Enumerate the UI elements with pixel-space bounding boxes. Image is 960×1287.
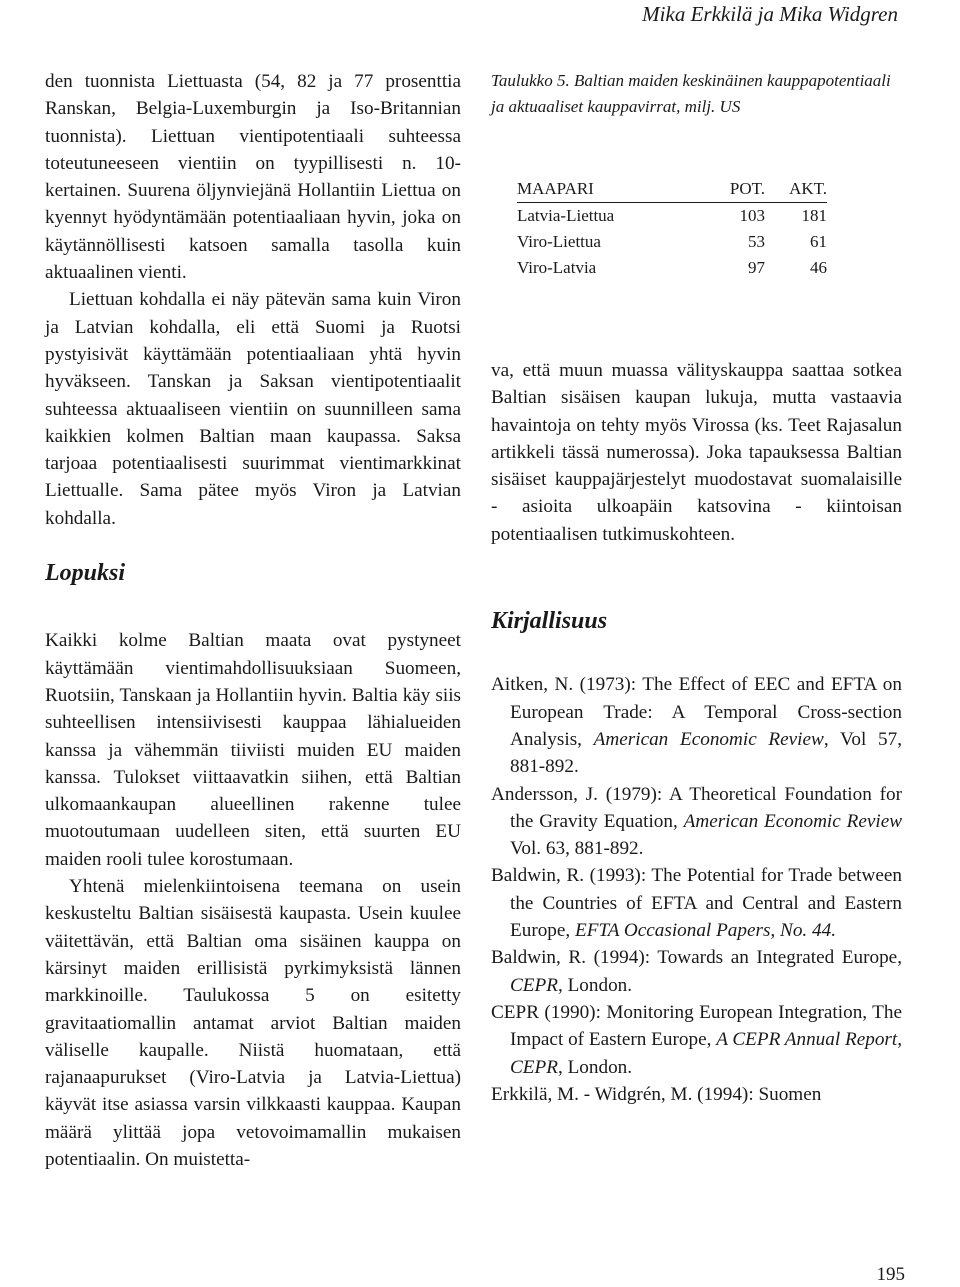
reference-item (491, 671, 902, 780)
reference-item (491, 944, 902, 999)
reference-journal: American Economic Review (593, 728, 824, 750)
left-column (45, 68, 461, 1173)
reference-text: CEPR (1990): Monitoring European Integration, The Impact of Eastern Europe, (491, 1001, 902, 1051)
running-header: Mika Erkkilä ja Mika Widgren (642, 2, 898, 26)
column-header: POT. (697, 176, 765, 203)
table-row (517, 255, 827, 281)
table-row (517, 229, 827, 255)
body-paragraph: va, että muun muassa välityskauppa saattaa sotkea Baltian sisäisen kaupan lukuja, mutta vastaavia havaintoja on tehty myös Virossa (ks. Teet Rajasalun artikkeli tässä numerossa). Joka tapauksessa Baltian sisäiset kauppajärjestelyt muodostavat suomalaisille - asioita ulkoapäin katsovina - kiintoisan potentiaalisen tutkimuskohteen. (491, 360, 902, 545)
reference-journal: CEPR (510, 974, 558, 996)
table-row (517, 203, 827, 230)
section-title-lopuksi: Lopuksi (45, 560, 126, 587)
body-paragraph: Yhtenä mielenkiintoisena teemana on usein keskusteltu Baltian sisäisestä kaupasta. Usein kuulee väitettävän, että Baltian oma sisäinen kauppa on kärsinyt maiden erillisistä pyrkimyksistä lännen markkinoille. Taulukossa 5 on esitetty gravitaatiomallin antamat arviot Baltian maiden väliselle kaupalle. Niistä huomataan, että rajanaapurukset (Viro-Latvia ja Latvia-Liettua) käyvät itse asiassa varsin vilkkaasti kauppaa. Kaupan määrä ylittää jopa vetovoimamallin mukaisen potentiaalin. On muistetta- (45, 876, 461, 1170)
reference-list (491, 671, 902, 1108)
reference-item (491, 862, 902, 944)
reference-item (491, 999, 902, 1081)
table-cell: 46 (810, 258, 827, 277)
table-cell: Viro-Liettua (517, 232, 601, 251)
table-cell: Latvia-Liettua (517, 206, 615, 225)
table-header-row (517, 176, 827, 203)
reference-text: Baldwin, R. (1993): The Potential for Trade between the Countries of EFTA and Central and Eastern Europe, (491, 865, 902, 942)
trade-potential-table (517, 176, 827, 281)
reference-text: Aitken, N. (1973): The Effect of EEC and EFTA on European Trade: A Temporal Cross-section Analysis, (491, 674, 902, 750)
reference-journal: A CEPR Annual Report, CEPR (510, 1029, 903, 1078)
table-cell: Viro-Latvia (517, 258, 597, 277)
reference-item (491, 781, 902, 863)
body-paragraph: den tuonnista Liettuasta (54, 82 ja 77 prosenttia Ranskan, Belgia-Luxemburgin ja Iso-Britannian tuonnista). Liettuan vientipotentiaali suhteessa toteutuneeseen vientiin on tyypillisesti n. 10-kertainen. Suurena öljynviejänä Hollantiin Liettua on kyennyt hyödyntämään potentiaaliaan hyvin, joka on käytännöllisesti katsoen samalla tasolla kuin aktuaalinen vienti. (45, 71, 461, 284)
table-cell: 53 (748, 232, 765, 251)
column-header: MAAPARI (517, 176, 697, 203)
reference-details: , London. (557, 974, 633, 996)
reference-text: Andersson, J. (1979): A Theoretical Foundation for the Gravity Equation, (491, 783, 902, 832)
reference-item (491, 1081, 902, 1108)
reference-journal: American Economic Review (683, 810, 903, 832)
reference-journal: EFTA Occasional Papers, No. 44. (575, 920, 836, 942)
body-paragraph: Liettuan kohdalla ei näy pätevän sama kuin Viron ja Latvian kohdalla, eli että Suomi ja Ruotsi pystyisivät käyttämään potentiaaliaan yhtä hyvin hyväkseen. Tanskan ja Saksan vientipotentiaalit suhteessa aktuaaliseen vientiin on suunnilleen sama kaikkien kolmen Baltian maan kaupassa. Saksa tarjoaa potentiaalisesti suurimmat vientimarkkinat Liettualle. Sama pätee myös Viron ja Latvian kohdalla. (45, 289, 461, 529)
reference-details: Vol. 63, 881-892. (510, 838, 644, 860)
reference-details: , London. (557, 1056, 633, 1078)
table-cell: 181 (801, 206, 827, 225)
body-paragraph: Kaikki kolme Baltian maata ovat pystyneet käyttämään vientimahdollisuuksiaan Suomeen, Ruotsiin, Tanskaan ja Hollantiin hyvin. Baltia käy siis suhteellisen intensiivisesti kauppaa lähialueiden kanssa ja vähemmän tiiviisti muiden EU maiden kanssa. Tulokset viittaavatkin siihen, että Baltian ulkomaankaupan alueellinen rakenne tulee muotoutumaan uudelleen siten, että suurten EU maiden rooli tulee korostumaan. (45, 630, 461, 870)
section-title-kirjallisuus: Kirjallisuus (491, 608, 608, 635)
reference-details: , Vol 57, 881-892. (510, 728, 902, 778)
column-header: AKT. (765, 176, 827, 203)
right-column (491, 68, 902, 1108)
table-cell: 97 (748, 258, 765, 277)
table-cell: 61 (810, 232, 827, 251)
table-cell: 103 (739, 206, 765, 225)
reference-text: Erkkilä, M. - Widgrén, M. (1994): Suomen (491, 1083, 822, 1105)
table-caption: Taulukko 5. Baltian maiden keskinäinen kauppapotentiaali ja aktuaaliset kauppavirrat, milj. US (491, 71, 891, 116)
page-number: 195 (876, 1264, 905, 1285)
reference-text: Baldwin, R. (1994): Towards an Integrated Europe, (491, 947, 902, 969)
